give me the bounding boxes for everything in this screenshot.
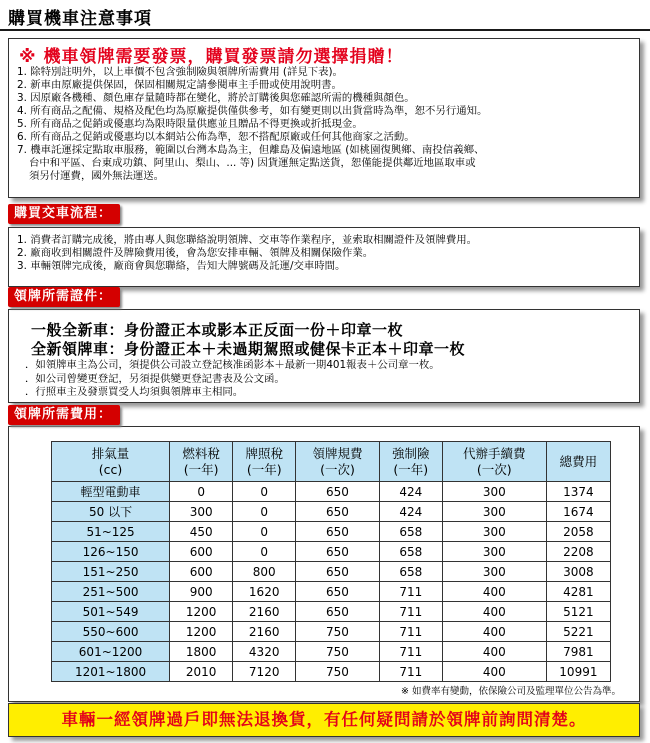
fee-cell: 0 [233, 522, 296, 542]
fee-cell: 300 [442, 502, 546, 522]
displacement-cell: 126~150 [52, 542, 170, 562]
col-header: 總費用 [546, 442, 610, 482]
fee-cell: 4281 [546, 582, 610, 602]
fee-cell: 600 [170, 542, 233, 562]
fee-cell: 750 [296, 622, 380, 642]
fee-cell: 650 [296, 522, 380, 542]
fee-cell: 7981 [546, 642, 610, 662]
displacement-cell: 1201~1800 [52, 662, 170, 682]
table-row [52, 582, 611, 602]
fee-cell: 400 [442, 622, 546, 642]
col-header: 排氣量 (cc) [52, 442, 170, 482]
list-item: 3. 因原廠各機種、顏色庫存量隨時都在變化，將於訂購後與您確認所需的機種與顏色。 [17, 92, 415, 104]
list-item: 6. 所有商品之促銷或優惠均以本網站公佈為準，恕不搭配原廠或任何其他商家之活動。 [17, 131, 415, 143]
fee-cell: 2160 [233, 602, 296, 622]
table-row [52, 482, 611, 502]
fee-cell: 1200 [170, 622, 233, 642]
section-label-docs: 領牌所需證件： [8, 287, 120, 307]
fee-cell: 300 [442, 542, 546, 562]
displacement-cell: 601~1200 [52, 642, 170, 662]
fee-cell: 900 [170, 582, 233, 602]
list-item: 1. 消費者訂購完成後，將由專人與您聯絡說明領牌、交車等作業程序，並索取相關證件及領牌費用。 [17, 234, 478, 246]
section-label-fees: 領牌所需費用： [8, 405, 120, 425]
list-item: 3. 車輛領牌完成後，廠商會與您聯絡，告知大牌號碼及託運/交車時間。 [17, 260, 346, 272]
note-item: ．如公司曾變更登記，另須提供變更登記書表及公文函。 [25, 372, 285, 385]
fee-cell: 424 [379, 482, 442, 502]
fee-cell: 0 [233, 482, 296, 502]
fee-cell: 300 [442, 522, 546, 542]
fee-cell: 5121 [546, 602, 610, 622]
table-header-row [52, 442, 611, 482]
list-item-continuation: 須另付運費，國外無法運送。 [29, 170, 165, 182]
title-divider [0, 29, 650, 31]
col-header: 強制險 (一年) [379, 442, 442, 482]
fee-cell: 711 [379, 622, 442, 642]
col-header: 牌照稅 (一年) [233, 442, 296, 482]
fee-cell: 1200 [170, 602, 233, 622]
table-row [52, 522, 611, 542]
table-row [52, 602, 611, 622]
note-item: ．行照車主及發票買受人均須與領牌車主相同。 [25, 386, 244, 398]
warning-box [8, 38, 640, 198]
fee-cell: 658 [379, 542, 442, 562]
fee-cell: 711 [379, 662, 442, 682]
list-item: 2. 新車由原廠提供保固，保固相關規定請參閱車主手冊或使用說明書。 [17, 79, 342, 91]
fee-cell: 1800 [170, 642, 233, 662]
fee-cell: 300 [170, 502, 233, 522]
fee-cell: 2208 [546, 542, 610, 562]
table-row [52, 642, 611, 662]
fee-cell: 300 [442, 562, 546, 582]
fee-cell: 650 [296, 602, 380, 622]
fee-cell: 650 [296, 582, 380, 602]
col-header: 燃料稅 (一年) [170, 442, 233, 482]
fee-cell: 0 [233, 502, 296, 522]
table-row [52, 622, 611, 642]
list-item-continuation: 台中和平區、台東成功鎮、阿里山、梨山、... 等) 因貨運無定點送貨，恕僅能提供鄰近地區取車或 [29, 157, 476, 169]
fee-cell: 2010 [170, 662, 233, 682]
fees-box [8, 426, 640, 702]
fee-cell: 2160 [233, 622, 296, 642]
fee-cell: 3008 [546, 562, 610, 582]
note-item: ．如領牌車主為公司，須提供公司設立登記核准函影本＋最新一期401報表＋公司章一枚。 [25, 359, 440, 371]
fee-cell: 450 [170, 522, 233, 542]
fee-cell: 10991 [546, 662, 610, 682]
section-label-flow: 購買交車流程： [8, 204, 120, 224]
flow-box [8, 227, 640, 287]
fee-cell: 300 [442, 482, 546, 502]
fee-cell: 400 [442, 662, 546, 682]
warning-heading: ※ 機車領牌需要發票，購買發票請勿選擇捐贈！ [19, 47, 404, 67]
displacement-cell: 50 以下 [52, 502, 170, 522]
fee-cell: 0 [233, 542, 296, 562]
bottom-warning-banner: 車輛一經領牌過戶即無法退換貨，有任何疑問請於領牌前詢問清楚。 [8, 703, 640, 737]
displacement-cell: 501~549 [52, 602, 170, 622]
fee-cell: 4320 [233, 642, 296, 662]
fee-cell: 2058 [546, 522, 610, 542]
fee-cell: 1374 [546, 482, 610, 502]
fee-cell: 400 [442, 642, 546, 662]
table-row [52, 562, 611, 582]
fee-table [51, 441, 611, 682]
displacement-cell: 151~250 [52, 562, 170, 582]
displacement-cell: 550~600 [52, 622, 170, 642]
fee-note: ※ 如費率有變動，依保險公司及監理單位公告為準。 [401, 686, 621, 697]
list-item: 1. 除特別註明外，以上車價不包含強制險與領牌所需費用 (詳見下表)。 [17, 66, 343, 78]
fee-cell: 424 [379, 502, 442, 522]
fee-cell: 600 [170, 562, 233, 582]
docs-general-new: 一般全新車：身份證正本或影本正反面一份＋印章一枚 [31, 321, 404, 339]
list-item: 4. 所有商品之配備、規格及配色均為原廠提供僅供參考，如有變更則以出貨當時為準，恕不另行通知。 [17, 105, 488, 117]
list-item: 5. 所有商品之促銷或優惠均為限時限量供應並且贈品不得更換或折抵現金。 [17, 118, 363, 130]
fee-cell: 711 [379, 602, 442, 622]
col-header: 領牌規費 (一次) [296, 442, 380, 482]
fee-cell: 800 [233, 562, 296, 582]
fee-cell: 1674 [546, 502, 610, 522]
list-item: 2. 廠商收到相關證件及牌險費用後，會為您安排車輛、領牌及相關保險作業。 [17, 247, 374, 259]
displacement-cell: 51~125 [52, 522, 170, 542]
warning-list [17, 66, 487, 183]
fee-cell: 658 [379, 562, 442, 582]
fee-cell: 1620 [233, 582, 296, 602]
col-header: 代辦手續費 (一次) [442, 442, 546, 482]
docs-box [8, 309, 640, 403]
docs-notes [25, 359, 440, 400]
fee-cell: 711 [379, 582, 442, 602]
fee-cell: 711 [379, 642, 442, 662]
page-title: 購買機車注意事項 [8, 9, 152, 29]
fee-cell: 5221 [546, 622, 610, 642]
fee-cell: 650 [296, 562, 380, 582]
table-row [52, 542, 611, 562]
fee-cell: 650 [296, 542, 380, 562]
fee-cell: 400 [442, 582, 546, 602]
fee-cell: 750 [296, 642, 380, 662]
fee-cell: 0 [170, 482, 233, 502]
fee-cell: 750 [296, 662, 380, 682]
fee-cell: 650 [296, 482, 380, 502]
displacement-cell: 輕型電動車 [52, 482, 170, 502]
fee-cell: 400 [442, 602, 546, 622]
fee-cell: 650 [296, 502, 380, 522]
displacement-cell: 251~500 [52, 582, 170, 602]
list-item: 7. 機車託運採定點取車服務，範圍以台灣本島為主，但離島及偏遠地區 (如桃園復興鄉、南投信義鄉、 [17, 144, 485, 156]
docs-brand-new: 全新領牌車：身份證正本＋未過期駕照或健保卡正本＋印章一枚 [31, 340, 466, 358]
flow-list [17, 234, 477, 273]
table-row [52, 662, 611, 682]
table-row [52, 502, 611, 522]
fee-cell: 658 [379, 522, 442, 542]
fee-cell: 7120 [233, 662, 296, 682]
